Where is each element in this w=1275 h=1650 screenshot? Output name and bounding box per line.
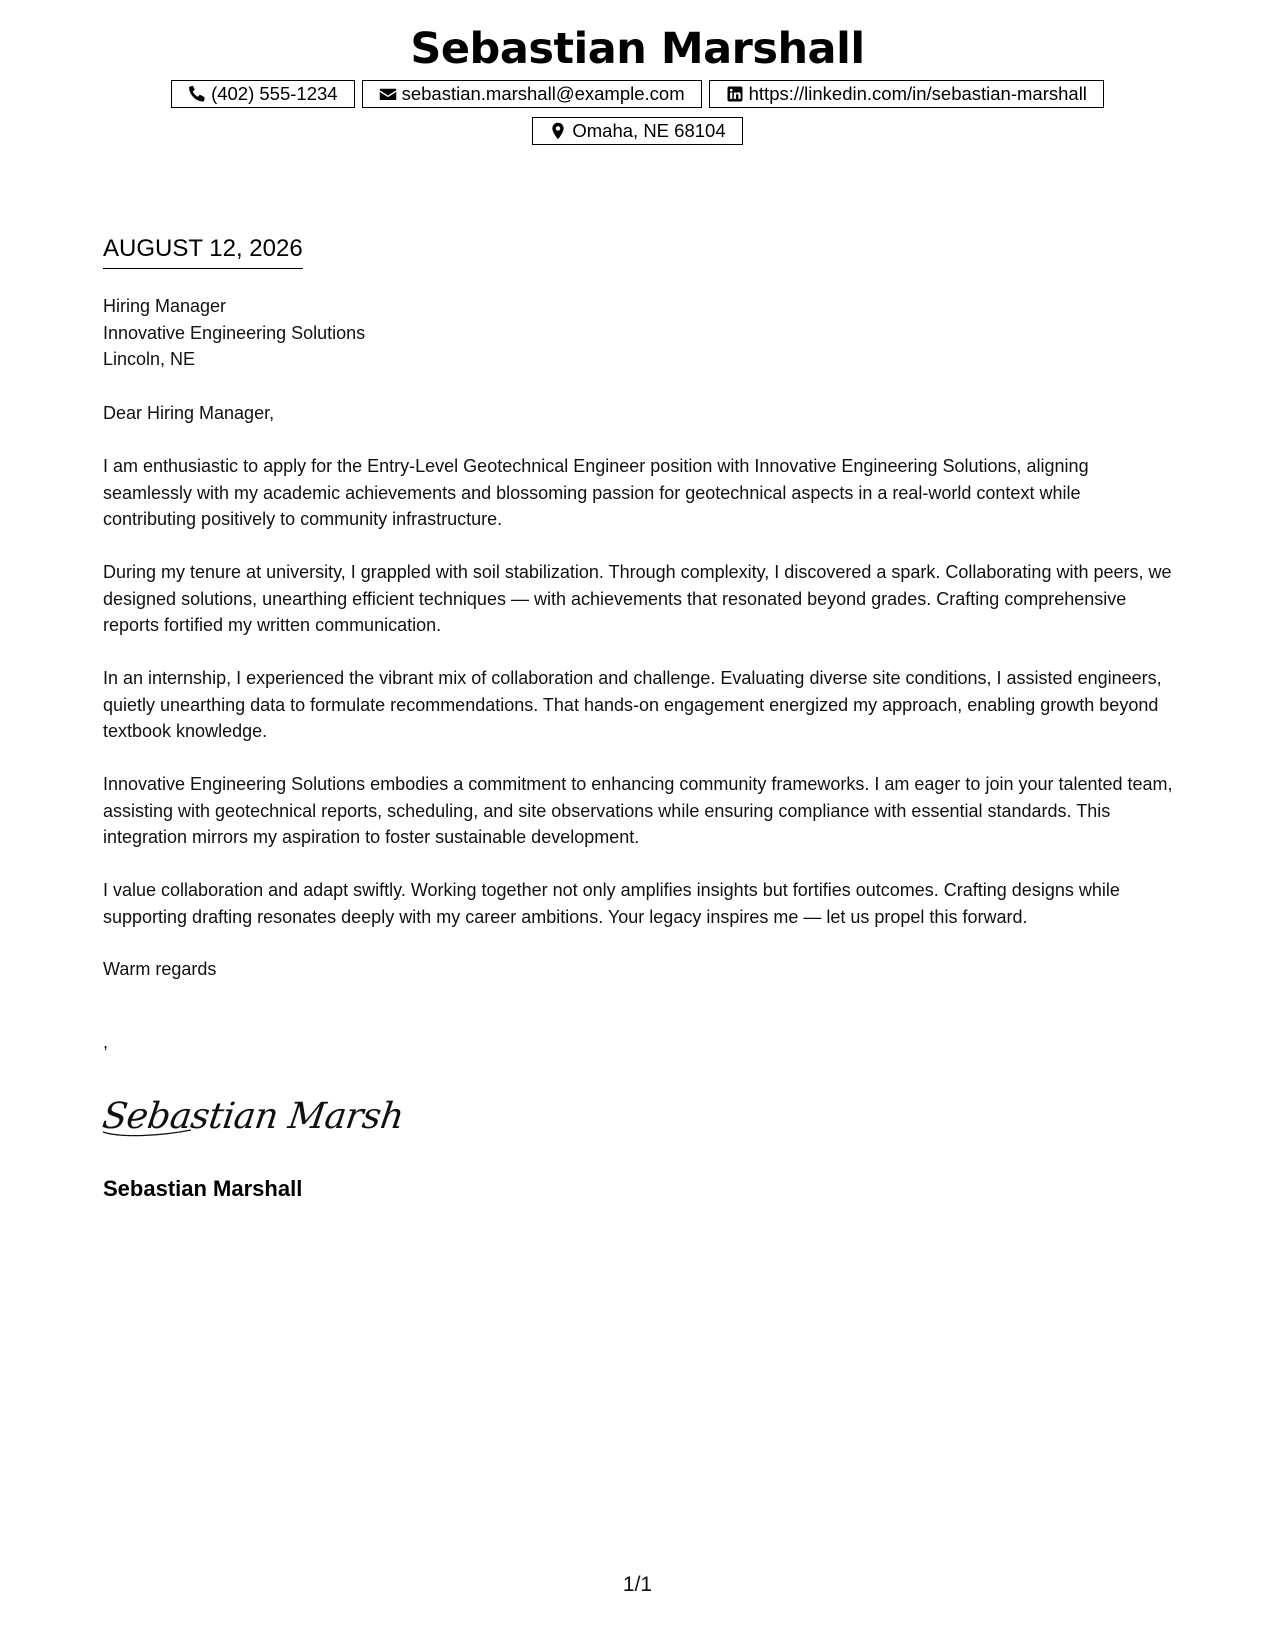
envelope-icon (379, 85, 397, 103)
contact-row (0, 80, 1275, 108)
salutation: Dear Hiring Manager, (103, 403, 275, 423)
email-text: sebastian.marshall@example.com (401, 83, 685, 104)
letter-date: AUGUST 12, 2026 (103, 234, 303, 269)
paragraph: I value collaboration and adapt swiftly. Working together not only amplifies insights but fortifies outcomes. Crafting designs while supporting drafting resonates deeply with my career ambitions. Your legacy inspires me — let us propel this forward. (103, 880, 1120, 927)
location-contact[interactable] (532, 117, 742, 145)
signer-name: Sebastian Marshall (103, 1176, 303, 1201)
closing: Warm regards (103, 959, 217, 979)
paragraph: Innovative Engineering Solutions embodies a commitment to enhancing community frameworks. I am eager to join your talented team, assisting with geotechnical reports, scheduling, and site observations while ensuring compliance with essential standards. This integration mirrors my aspiration to foster sustainable development. (103, 774, 1173, 847)
paragraph: In an internship, I experienced the vibrant mix of collaboration and challenge. Evaluating diverse site conditions, I assisted engineers, quietly unearthing data to formulate recommendations. That hands-on engagement energized my approach, enabling growth beyond textbook knowledge. (103, 668, 1162, 741)
location-text: Omaha, NE 68104 (572, 120, 726, 141)
phone-text: (402) 555-1234 (211, 83, 338, 104)
recipient-block (103, 293, 365, 373)
page-number: 1/1 (622, 1573, 653, 1596)
linkedin-text: https://linkedin.com/in/sebastian-marshall (748, 83, 1087, 104)
linkedin-contact[interactable] (709, 80, 1104, 108)
paragraph: I am enthusiastic to apply for the Entry-Level Geotechnical Engineer position with Innovative Engineering Solutions, aligning seamlessly with my academic achievements and blossoming passion for geotechnical aspects in a real-world context while contributing positively to community infrastructure. (103, 456, 1089, 529)
map-pin-icon (549, 122, 567, 140)
email-contact[interactable] (362, 80, 702, 108)
phone-contact[interactable] (171, 80, 355, 108)
contact-row-location (0, 117, 1275, 145)
linkedin-icon (726, 85, 744, 103)
closing-comma: , (103, 1032, 109, 1052)
svg-text:Sebastian Marsh: Sebastian Marsh (99, 1094, 407, 1137)
phone-icon (188, 85, 206, 103)
applicant-name: Sebastian Marshall (410, 24, 865, 74)
recipient-company: Innovative Engineering Solutions (103, 322, 366, 343)
recipient-title: Hiring Manager (103, 296, 227, 316)
paragraph: During my tenure at university, I grappled with soil stabilization. Through complexity, I discovered a spark. Collaborating with peers, we designed solutions, unearthing efficient techniques — with achievements that resonated beyond grades. Crafting comprehensive reports fortified my written communication. (103, 562, 1172, 635)
handwritten-signature (99, 1086, 407, 1142)
recipient-location: Lincoln, NE (103, 349, 196, 369)
